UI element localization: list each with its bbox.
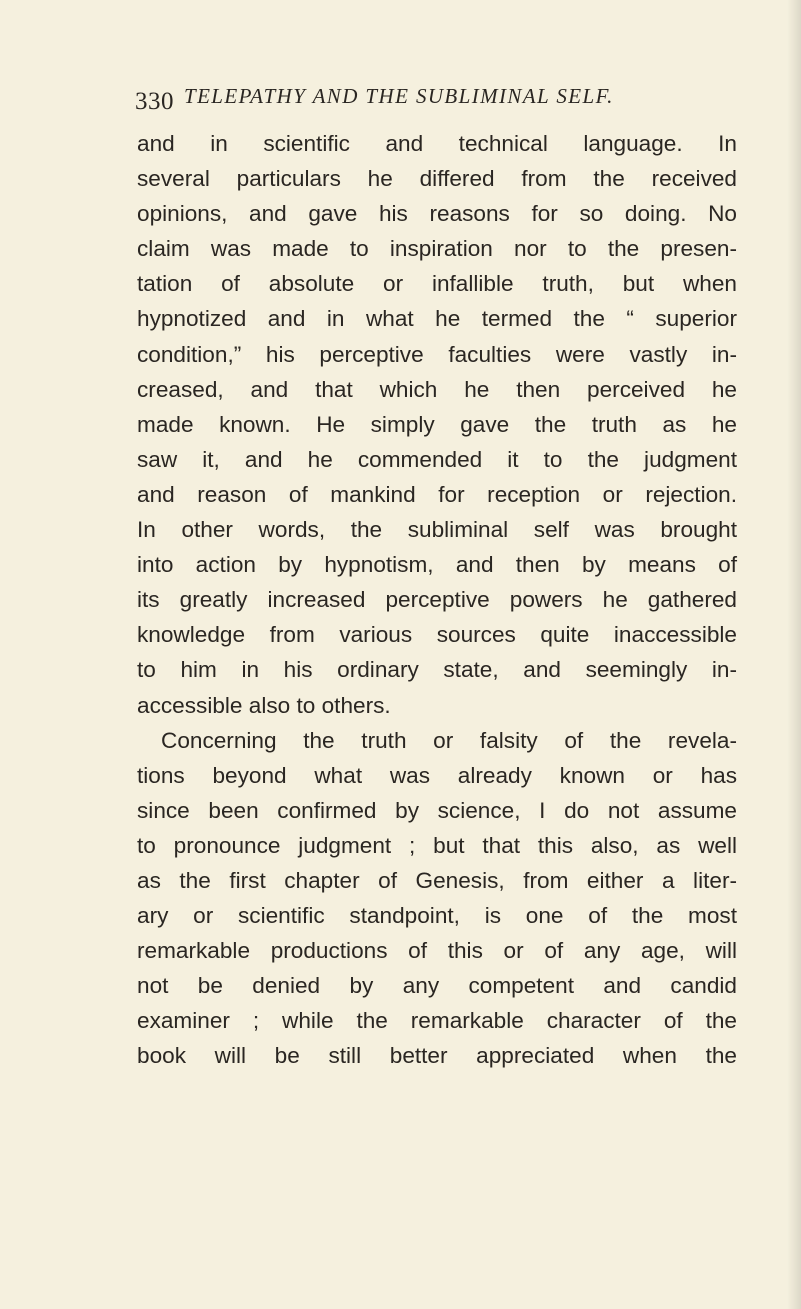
text-line: condition,” his perceptive faculties were vastly in- (137, 341, 737, 367)
text-line: book will be still better appreciated when the (137, 1043, 737, 1069)
text-line: tions beyond what was already known or has (137, 762, 737, 788)
text-line: its greatly increased perceptive powers he gathered (137, 587, 737, 613)
text-line: remarkable productions of this or of any age, will (137, 938, 737, 964)
text-line: In other words, the subliminal self was brought (137, 517, 737, 543)
page-number: 330 (135, 88, 174, 115)
page-edge-shadow (787, 0, 801, 1309)
text-line: to him in his ordinary state, and seemingly in- (137, 657, 737, 683)
text-line: several particulars he differed from the received (137, 166, 737, 192)
text-line-paragraph-start: Concerning the truth or falsity of the revela- (161, 727, 737, 753)
text-line: made known. He simply gave the truth as he (137, 411, 737, 437)
text-line: hypnotized and in what he termed the “ superior (137, 306, 737, 332)
text-line: and reason of mankind for reception or rejection. (137, 481, 737, 507)
body-text (137, 126, 737, 1074)
text-line: ary or scientific standpoint, is one of the most (137, 903, 737, 929)
text-line: as the first chapter of Genesis, from either a liter- (137, 867, 737, 893)
running-head (135, 82, 755, 114)
text-line: examiner ; while the remarkable character of the (137, 1008, 737, 1034)
text-line: since been confirmed by science, I do not assume (137, 797, 737, 823)
text-line: not be denied by any competent and candid (137, 973, 737, 999)
text-line: into action by hypnotism, and then by means of (137, 552, 737, 578)
text-line: knowledge from various sources quite inaccessible (137, 622, 737, 648)
text-line: opinions, and gave his reasons for so doing. No (137, 201, 737, 227)
running-head-title: TELEPATHY AND THE SUBLIMINAL SELF. (184, 84, 614, 108)
text-line: tation of absolute or infallible truth, but when (137, 271, 737, 297)
text-line-paragraph-end: accessible also to others. (137, 692, 391, 718)
text-line: saw it, and he commended it to the judgment (137, 446, 737, 472)
text-line: and in scientific and technical language. In (137, 131, 737, 156)
text-line: claim was made to inspiration nor to the presen- (137, 236, 737, 262)
text-line: creased, and that which he then perceived he (137, 376, 737, 402)
text-line: to pronounce judgment ; but that this also, as well (137, 832, 737, 858)
